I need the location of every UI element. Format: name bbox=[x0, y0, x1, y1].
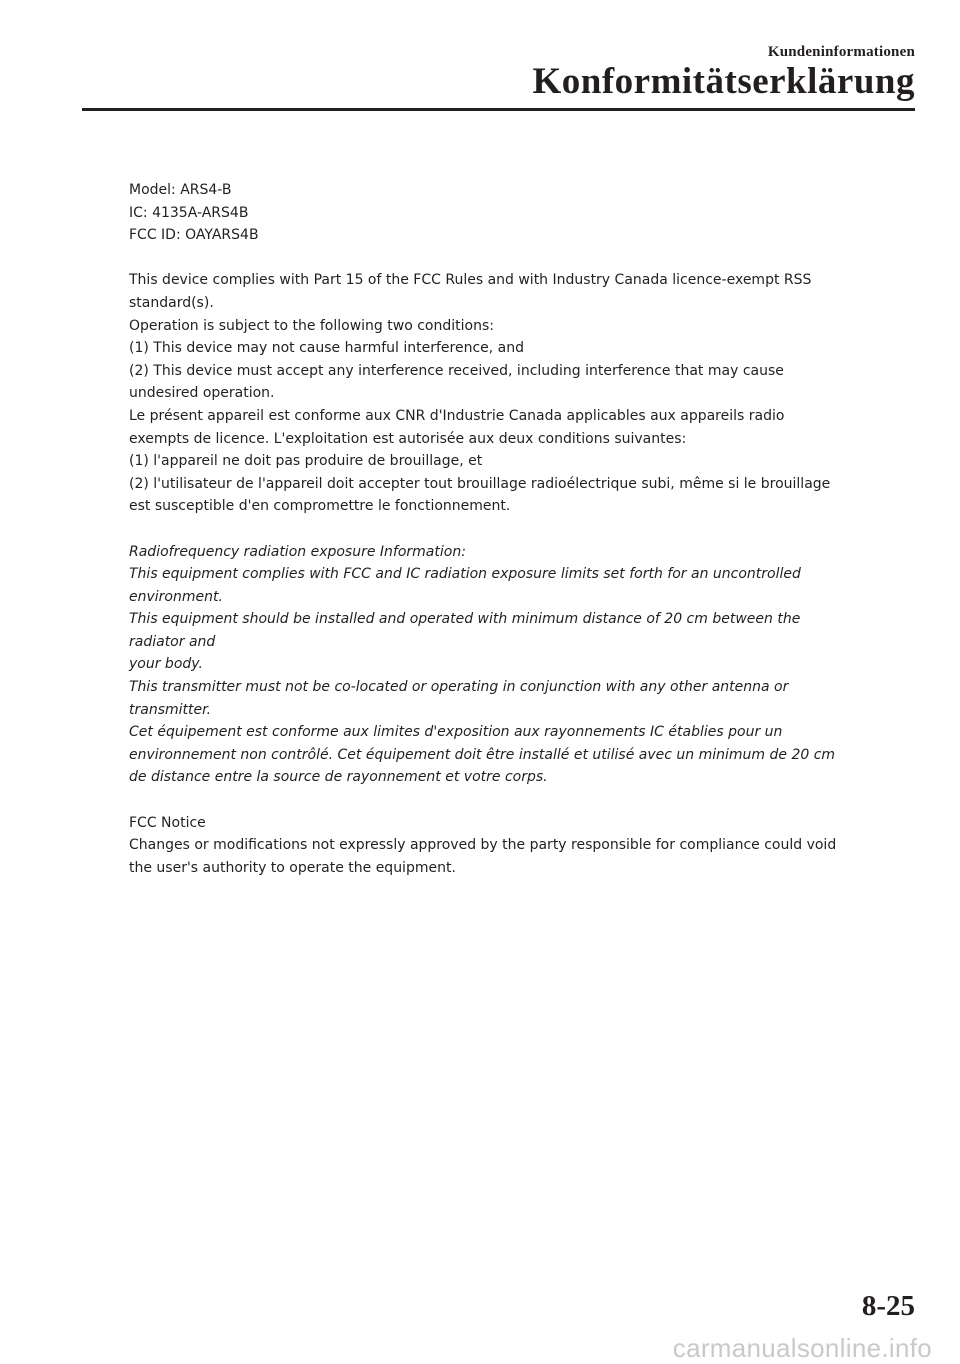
paragraph-gap bbox=[129, 247, 889, 270]
header-divider bbox=[82, 108, 915, 111]
text-line: the user's authority to operate the equipment. bbox=[129, 859, 456, 876]
text-line: exempts de licence. L'exploitation est autorisée aux deux conditions suivantes: bbox=[129, 430, 687, 447]
radiation-exposure-info bbox=[129, 541, 889, 790]
model-line: Model: ARS4-B bbox=[129, 182, 232, 198]
section-header: Kundeninformationen bbox=[767, 44, 915, 60]
text-line: your body. bbox=[129, 656, 203, 673]
text-line: environnement non contrôlé. Cet équipement doit être installé et utilisé avec un minimum de 20 cm bbox=[129, 746, 836, 763]
text-line: de distance entre la source de rayonnement et votre corps. bbox=[129, 769, 548, 786]
text-line: undesired operation. bbox=[129, 385, 275, 402]
text-line: (2) l'utilisateur de l'appareil doit accepter tout brouillage radioélectrique subi, même si le brouillage bbox=[129, 475, 831, 492]
radiation-heading: Radiofrequency radiation exposure Information: bbox=[129, 543, 466, 560]
text-line: This equipment should be installed and operated with minimum distance of 20 cm between the bbox=[129, 611, 801, 628]
fcc-id-line: FCC ID: OAYARS4B bbox=[129, 227, 259, 244]
text-line: Cet équipement est conforme aux limites d'exposition aux rayonnements IC établies pour un bbox=[129, 724, 783, 741]
page-number: 8-25 bbox=[861, 1290, 915, 1322]
text-line: standard(s). bbox=[129, 294, 214, 311]
text-line: (1) This device may not cause harmful interference, and bbox=[129, 340, 525, 357]
text-line: This device complies with Part 15 of the FCC Rules and with Industry Canada licence-exempt RSS bbox=[129, 272, 812, 289]
text-line: Le présent appareil est conforme aux CNR d'Industrie Canada applicables aux appareils radio bbox=[129, 407, 785, 424]
text-line: radiator and bbox=[129, 633, 216, 650]
text-line: This equipment complies with FCC and IC radiation exposure limits set forth for an uncontrolled bbox=[129, 566, 801, 583]
ic-line: IC: 4135A-ARS4B bbox=[129, 204, 249, 221]
paragraph-gap bbox=[129, 789, 889, 812]
text-line: transmitter. bbox=[129, 701, 212, 718]
fcc-notice bbox=[129, 812, 889, 880]
fcc-notice-heading: FCC Notice bbox=[129, 814, 206, 831]
text-line: This transmitter must not be co-located or operating in conjunction with any other antenna or bbox=[129, 679, 789, 696]
text-line: Changes or modifications not expressly approved by the party responsible for compliance could void bbox=[129, 837, 837, 854]
paragraph-gap bbox=[129, 518, 889, 541]
text-line: (2) This device must accept any interference received, including interference that may cause bbox=[129, 362, 784, 379]
text-line: est susceptible d'en compromettre le fonctionnement. bbox=[129, 498, 511, 515]
text-line: (1) l'appareil ne doit pas produire de brouillage, et bbox=[129, 453, 483, 470]
text-line: environment. bbox=[129, 588, 223, 605]
compliance-statement bbox=[129, 269, 889, 518]
page-title: Konformitätserklärung bbox=[532, 61, 915, 102]
text-line: Operation is subject to the following two conditions: bbox=[129, 317, 494, 334]
watermark: carmanualsonline.info bbox=[672, 1333, 932, 1363]
device-id-block bbox=[129, 179, 889, 247]
document-body bbox=[129, 179, 889, 879]
